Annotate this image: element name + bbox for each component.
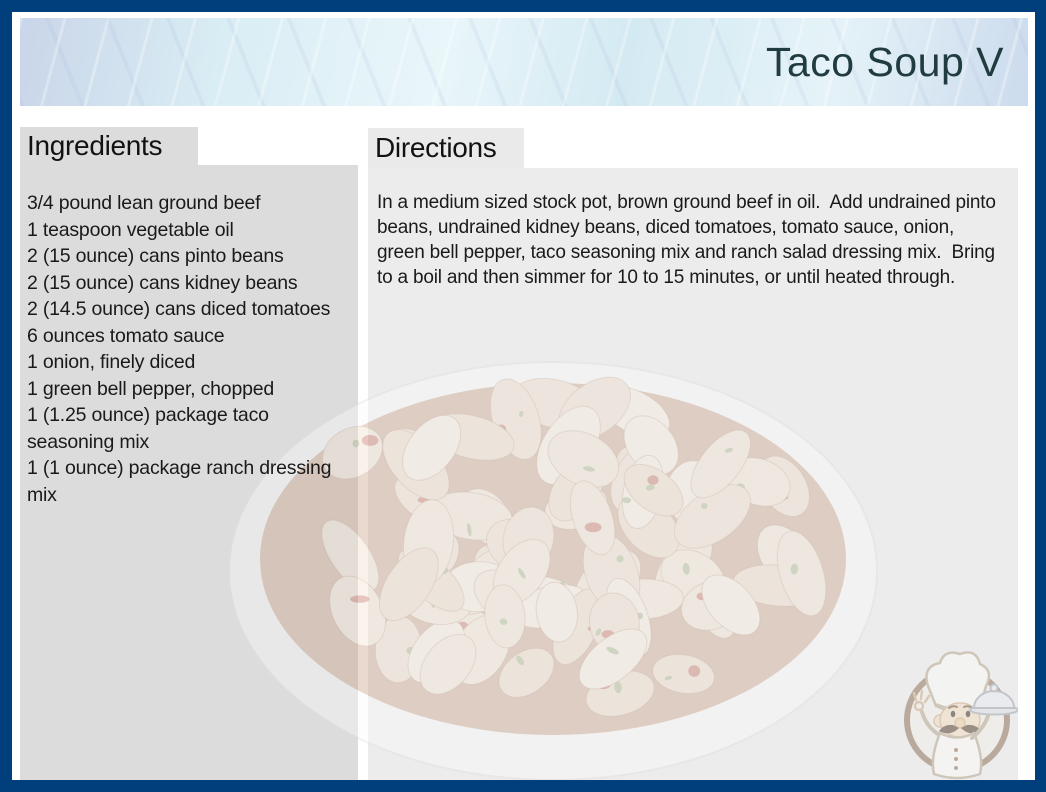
- ingredient-item: 2 (15 ounce) cans kidney beans: [27, 271, 298, 294]
- chef-logo: [900, 646, 1018, 780]
- ingredient-item: 1 onion, finely diced: [27, 351, 196, 373]
- directions-heading-box: [368, 128, 524, 168]
- ingredient-item: 1 (1.25 ounce) package taco seasoning mix: [27, 404, 269, 453]
- directions-text: In a medium sized stock pot, brown ground beef in oil. Add undrained pinto beans, undrained kidney beans, diced tomatoes, tomato sauce, onion, green bell pepper, taco seasoning mix and ranch salad dressing mix. Bring to a boil and then simmer for 10 to 15 minutes, or until heated through.: [377, 192, 1001, 288]
- ingredient-item: 6 ounces tomato sauce: [27, 324, 225, 347]
- ingredient-item: 2 (14.5 ounce) cans diced tomatoes: [27, 298, 331, 320]
- directions-heading: Directions: [375, 132, 497, 163]
- ingredient-item: 1 teaspoon vegetable oil: [27, 218, 234, 241]
- ingredients-heading-box: [20, 127, 198, 165]
- ingredients-list: [20, 165, 358, 508]
- title-banner: [20, 18, 1028, 106]
- ingredient-item: 1 (1 ounce) package ranch dressing mix: [27, 457, 332, 506]
- page-inner-area: [12, 12, 1035, 780]
- ingredient-item: 3/4 pound lean ground beef: [27, 192, 261, 214]
- ingredient-item: 1 green bell pepper, chopped: [27, 377, 275, 400]
- page-title: Taco Soup V: [766, 38, 1004, 85]
- ingredient-item: 2 (15 ounce) cans pinto beans: [27, 245, 284, 267]
- ingredients-heading: Ingredients: [27, 130, 163, 161]
